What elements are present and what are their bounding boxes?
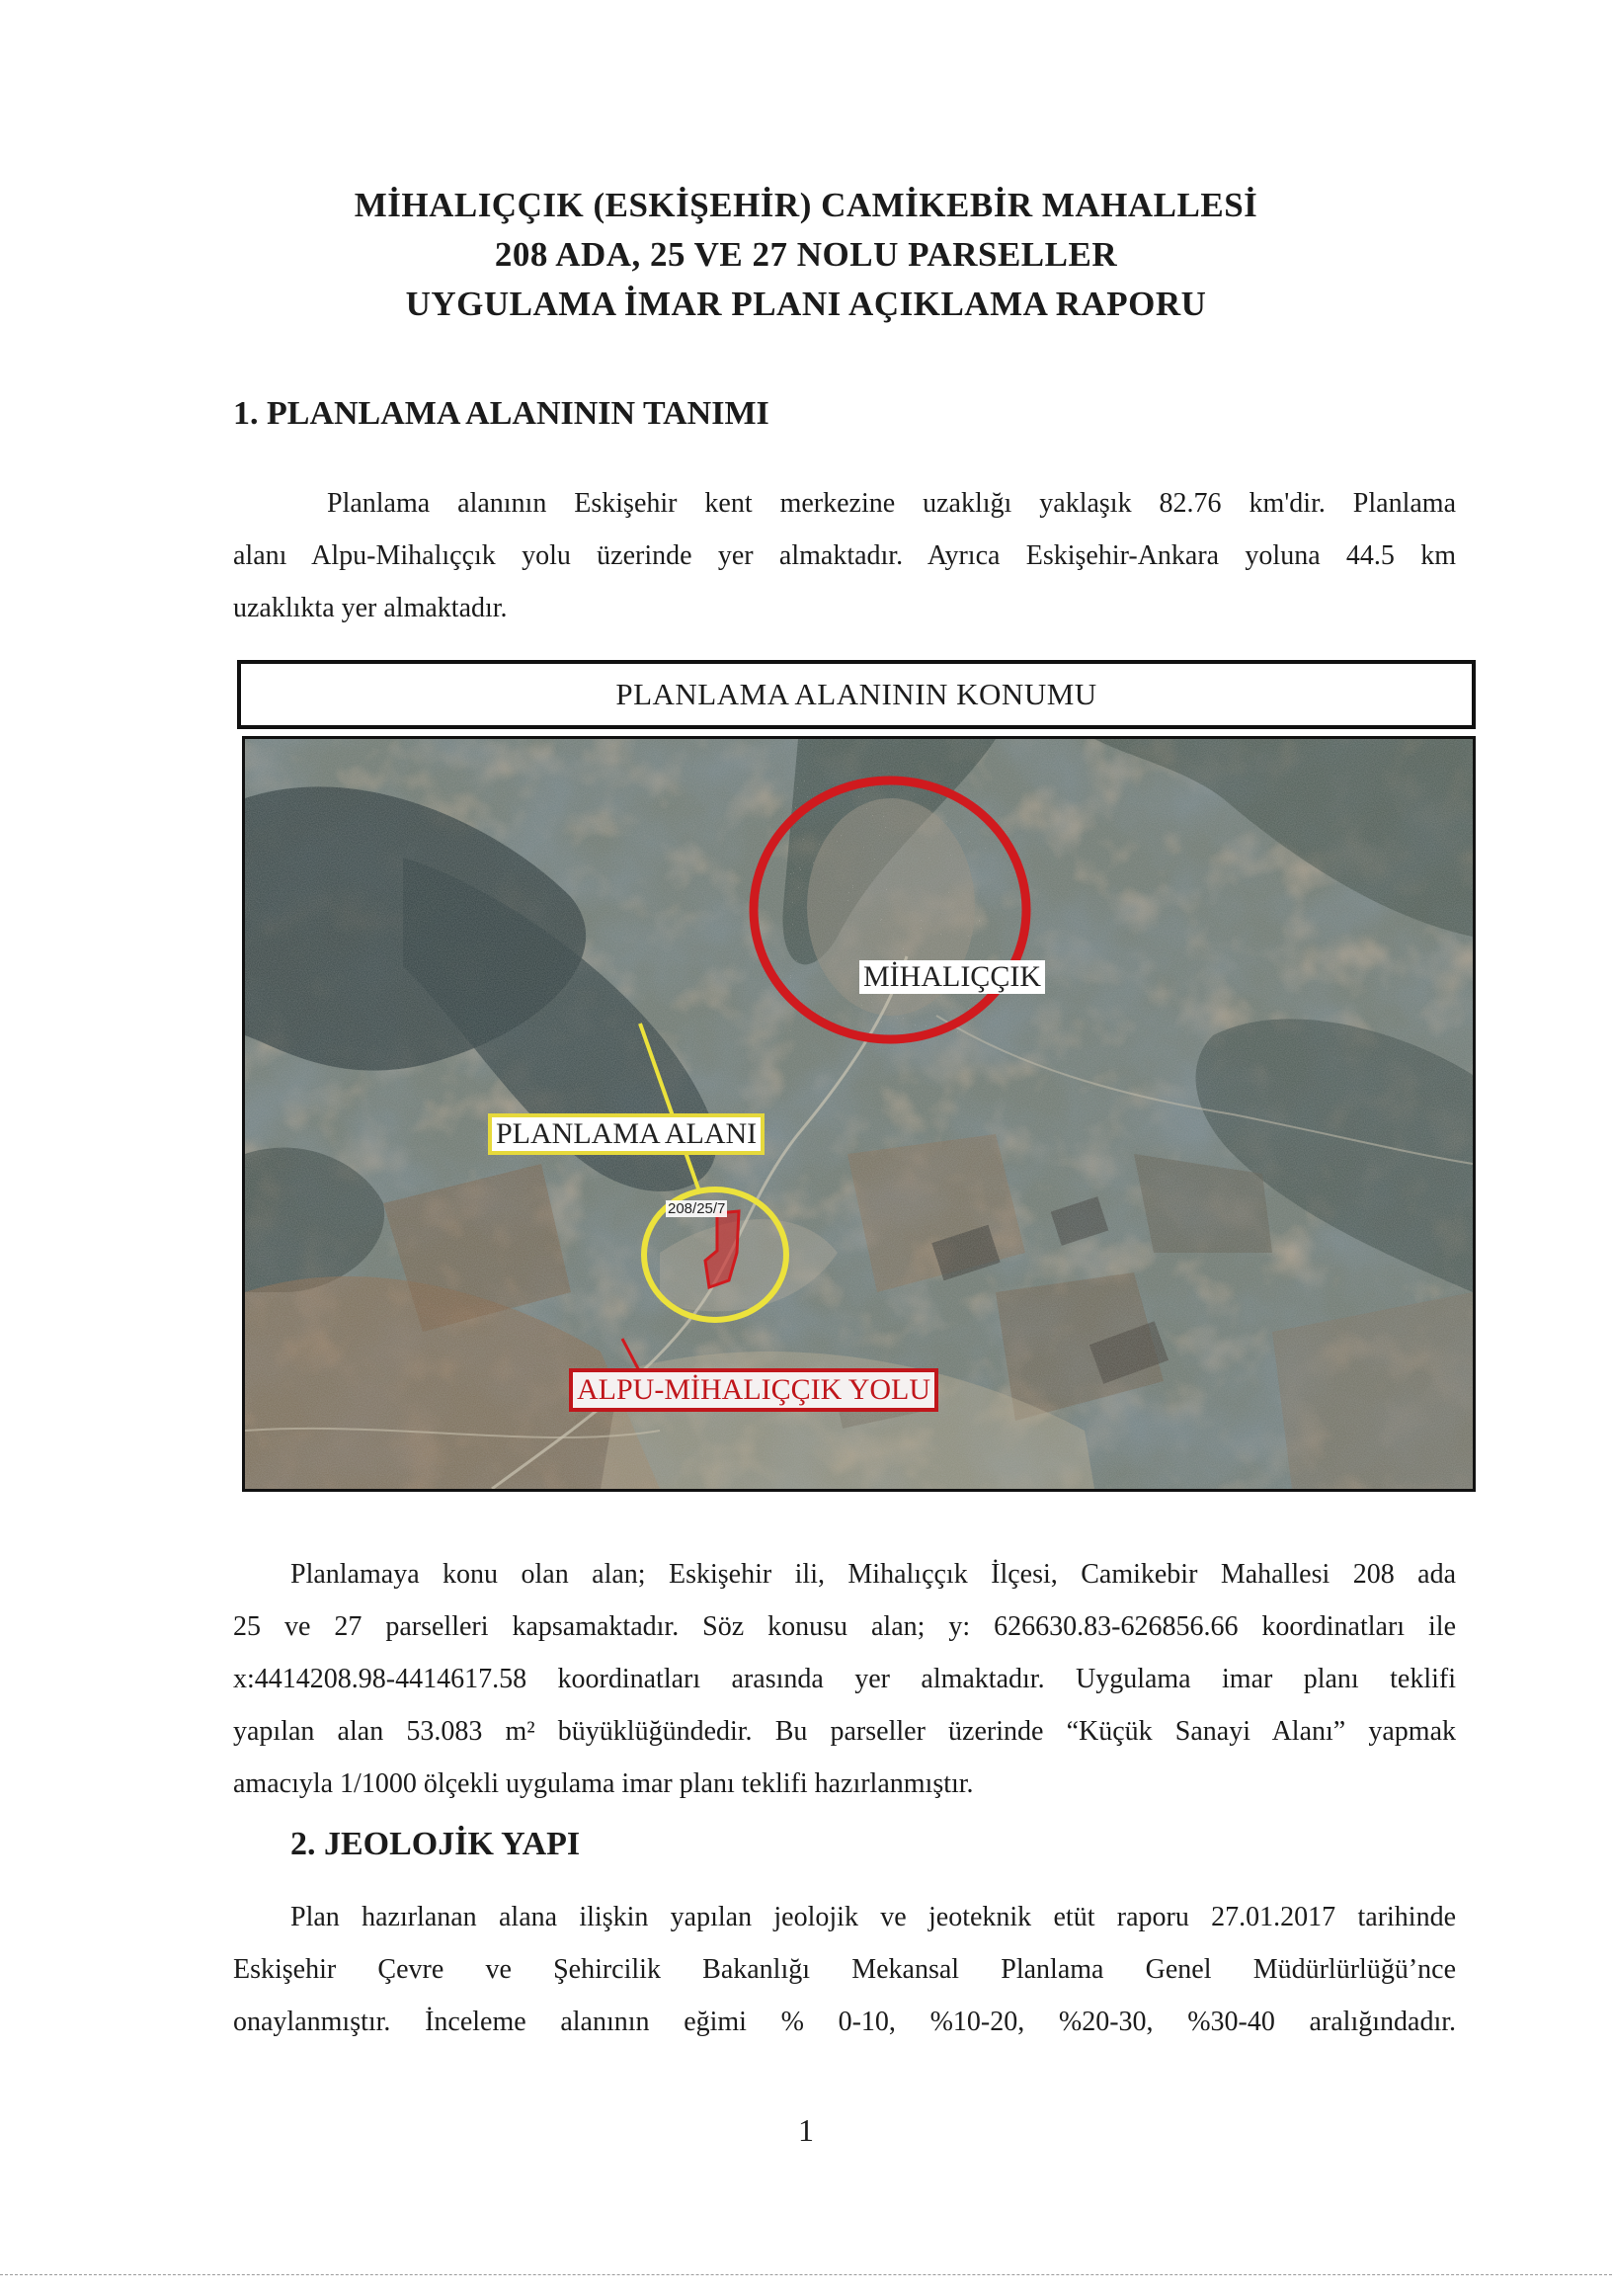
title-line-3: UYGULAMA İMAR PLANI AÇIKLAMA RAPORU [405, 285, 1207, 323]
town-label: MİHALIÇÇIK [859, 960, 1045, 994]
document-title [0, 181, 1612, 329]
section-1-heading: 1. PLANLAMA ALANININ TANIMI [233, 395, 769, 432]
paragraph-line: 25 ve 27 parselleri kapsamaktadır. Söz konusu alan; y: 626630.83-626856.66 koordinatları ile [233, 1611, 1456, 1642]
section-1-paragraph-2 [233, 1548, 1456, 1810]
section-2-heading: 2. JEOLOJİK YAPI [290, 1826, 581, 1862]
map-caption: PLANLAMA ALANININ KONUMU [237, 660, 1476, 729]
paragraph-line: yapılan alan 53.083 m² büyüklüğündedir. Bu parseller üzerinde “Küçük Sanayi Alanı” yapmak [233, 1716, 1456, 1747]
road-label: ALPU-MİHALIÇÇIK YOLU [569, 1368, 938, 1412]
title-line-2: 208 ADA, 25 VE 27 NOLU PARSELLER [494, 235, 1118, 274]
paragraph-line: x:4414208.98-4414617.58 koordinatları arasında yer almaktadır. Uygulama imar planı teklifi [233, 1664, 1456, 1694]
section-2-paragraph [233, 1891, 1456, 2048]
page-number: 1 [798, 2112, 814, 2148]
section-1-paragraph-1 [233, 477, 1456, 634]
paragraph-line: uzaklıkta yer almaktadır. [233, 593, 508, 623]
paragraph-line: amacıyla 1/1000 ölçekli uygulama imar planı teklifi hazırlanmıştır. [233, 1768, 974, 1799]
parcel-label: 208/25/7 [668, 1200, 726, 1217]
paragraph-line: Planlama alanının Eskişehir kent merkezine uzaklığı yaklaşık 82.76 km'dir. Planlama [327, 488, 1456, 519]
paragraph-line: onaylanmıştır. İnceleme alanının eğimi % 0-10, %10-20, %20-30, %30-40 aralığındadır. [233, 2007, 1456, 2037]
paragraph-line: Planlamaya konu olan alan; Eskişehir ili, Mihalıççık İlçesi, Camikebir Mahallesi 208 ada [290, 1559, 1456, 1590]
planning-area-label: PLANLAMA ALANI [488, 1113, 765, 1155]
footer-rule [0, 2274, 1612, 2275]
title-line-1: MİHALIÇÇIK (ESKİŞEHİR) CAMİKEBİR MAHALLESİ [354, 186, 1258, 224]
paragraph-line: Plan hazırlanan alana ilişkin yapılan jeolojik ve jeoteknik etüt raporu 27.01.2017 tarihinde [290, 1902, 1456, 1932]
paragraph-line: Eskişehir Çevre ve Şehircilik Bakanlığı Mekansal Planlama Genel Müdürlürlüğü’nce [233, 1954, 1456, 1985]
paragraph-line: alanı Alpu-Mihalıççık yolu üzerinde yer almaktadır. Ayrıca Eskişehir-Ankara yoluna 44.5 km [233, 540, 1456, 571]
